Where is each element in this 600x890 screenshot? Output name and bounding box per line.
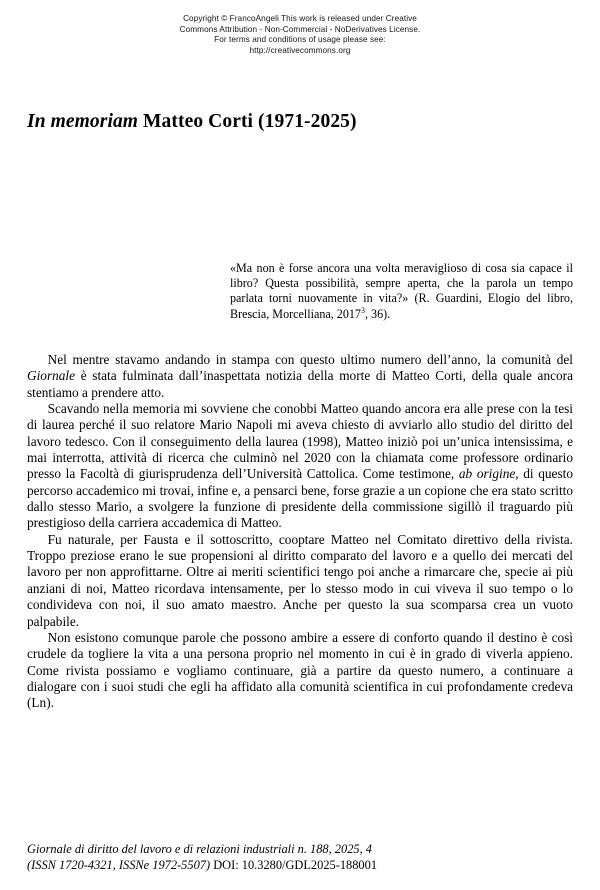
footer-doi: DOI: 10.3280/GDL2025-188001	[210, 858, 378, 873]
copyright-line-2: Commons Attribution - Non-Commercial - NoDerivatives License.	[179, 24, 421, 34]
footer-journal-title: Giornale di diritto del lavoro e di relazioni industriali n. 188, 2025, 4	[27, 842, 372, 856]
page-title-italic-part: In memoriam	[27, 111, 139, 133]
footer-issn: (ISSN 1720-4321, ISSNe 1972-5507)	[27, 858, 211, 873]
footer-journal-line	[27, 841, 573, 857]
body-emphasis: Giornale	[27, 368, 76, 384]
body-paragraph	[27, 532, 573, 630]
body-text	[27, 352, 573, 712]
epigraph-text-main: «Ma non è forse ancora una volta meraviglioso di cosa sia capace il libro? Questa possibilità, sempre aperta, che la parola un tempo parlata torni nuovamente in vita?» (R. Guardini, Elogio del libro, Brescia, Morcelliana, 2017	[230, 261, 573, 321]
epigraph-quote	[230, 261, 573, 322]
body-run: Non esistono comunque parole che possono ambire a essere di conforto quando il destino è così crudele da togliere la vita a una persona proprio nel momento in cui è in grado di viverla appieno. Come rivista possiamo e vogliamo continuare, già a partire da questo numero, a continuare a dialogare con i suoi studi che egli ha affidato alla comunità scientifica in cui profondamente credeva (Ln).	[27, 629, 573, 711]
body-run: è stata fulminata dall’inaspettata notizia della morte di Matteo Corti, della quale ancora stentiamo a prendere atto.	[27, 368, 573, 400]
body-paragraph	[27, 401, 573, 532]
epigraph-text-tail: , 36).	[364, 306, 391, 321]
footer-issn-doi-line	[27, 857, 573, 873]
copyright-notice	[0, 14, 600, 56]
page-footer	[27, 841, 573, 874]
epigraph-edition-superscript: 3	[360, 305, 365, 315]
body-emphasis: ab origine	[458, 466, 516, 482]
body-paragraph	[27, 352, 573, 401]
body-run: , di questo percorso accademico mi trovai, infine e, a pensarci bene, forse grazie a un copione che era stato scritto dallo stesso Mario, a svolgere la funzione di presidente della commissione sigillò il traguardo più prestigioso della carriera accademica di Matteo.	[27, 466, 573, 531]
copyright-line-1: Copyright © FrancoAngeli This work is released under Creative	[183, 14, 417, 23]
page-title	[27, 110, 573, 134]
body-run: Scavando nella memoria mi sovviene che conobbi Matteo quando ancora era alle prese con la tesi di laurea perché il suo relatore Mario Napoli mi aveva chiesto di avviarlo allo studio del diritto del lavoro tedesco. Con il conseguimento della laurea (1998), Matteo iniziò poi un’unica intensissima, e mai interrotta, attività di ricerca che culminò nel 2020 con la chiamata come professore ordinario presso la Facoltà di giurisprudenza dell’Università Cattolica. Come testimone,	[27, 401, 573, 482]
page-title-roman-part: Matteo Corti (1971-2025)	[138, 111, 357, 133]
body-run: Nel mentre stavamo andando in stampa con questo ultimo numero dell’anno, la comunità del	[47, 352, 573, 367]
copyright-license-url[interactable]: http://creativecommons.org	[249, 45, 351, 55]
copyright-line-3: For terms and conditions of usage please see:	[214, 35, 386, 45]
body-run: Fu naturale, per Fausta e il sottoscritto, cooptare Matteo nel Comitato direttivo della rivista. Troppo preziose erano le sue propensioni al diritto comparato del lavoro e a quello dei mercati del lavoro per non approfittarne. Oltre ai meriti scientifici tengo poi anche a rimarcare che, specie ai più anziani di noi, Matteo ricordava intensamente, per lo stesso modo in cui viveva il suo tempo o lo condivideva con noi, il suo amato maestro. Anche per questo la sua scomparsa crea un vuoto palpabile.	[27, 531, 573, 629]
body-paragraph	[27, 630, 573, 712]
